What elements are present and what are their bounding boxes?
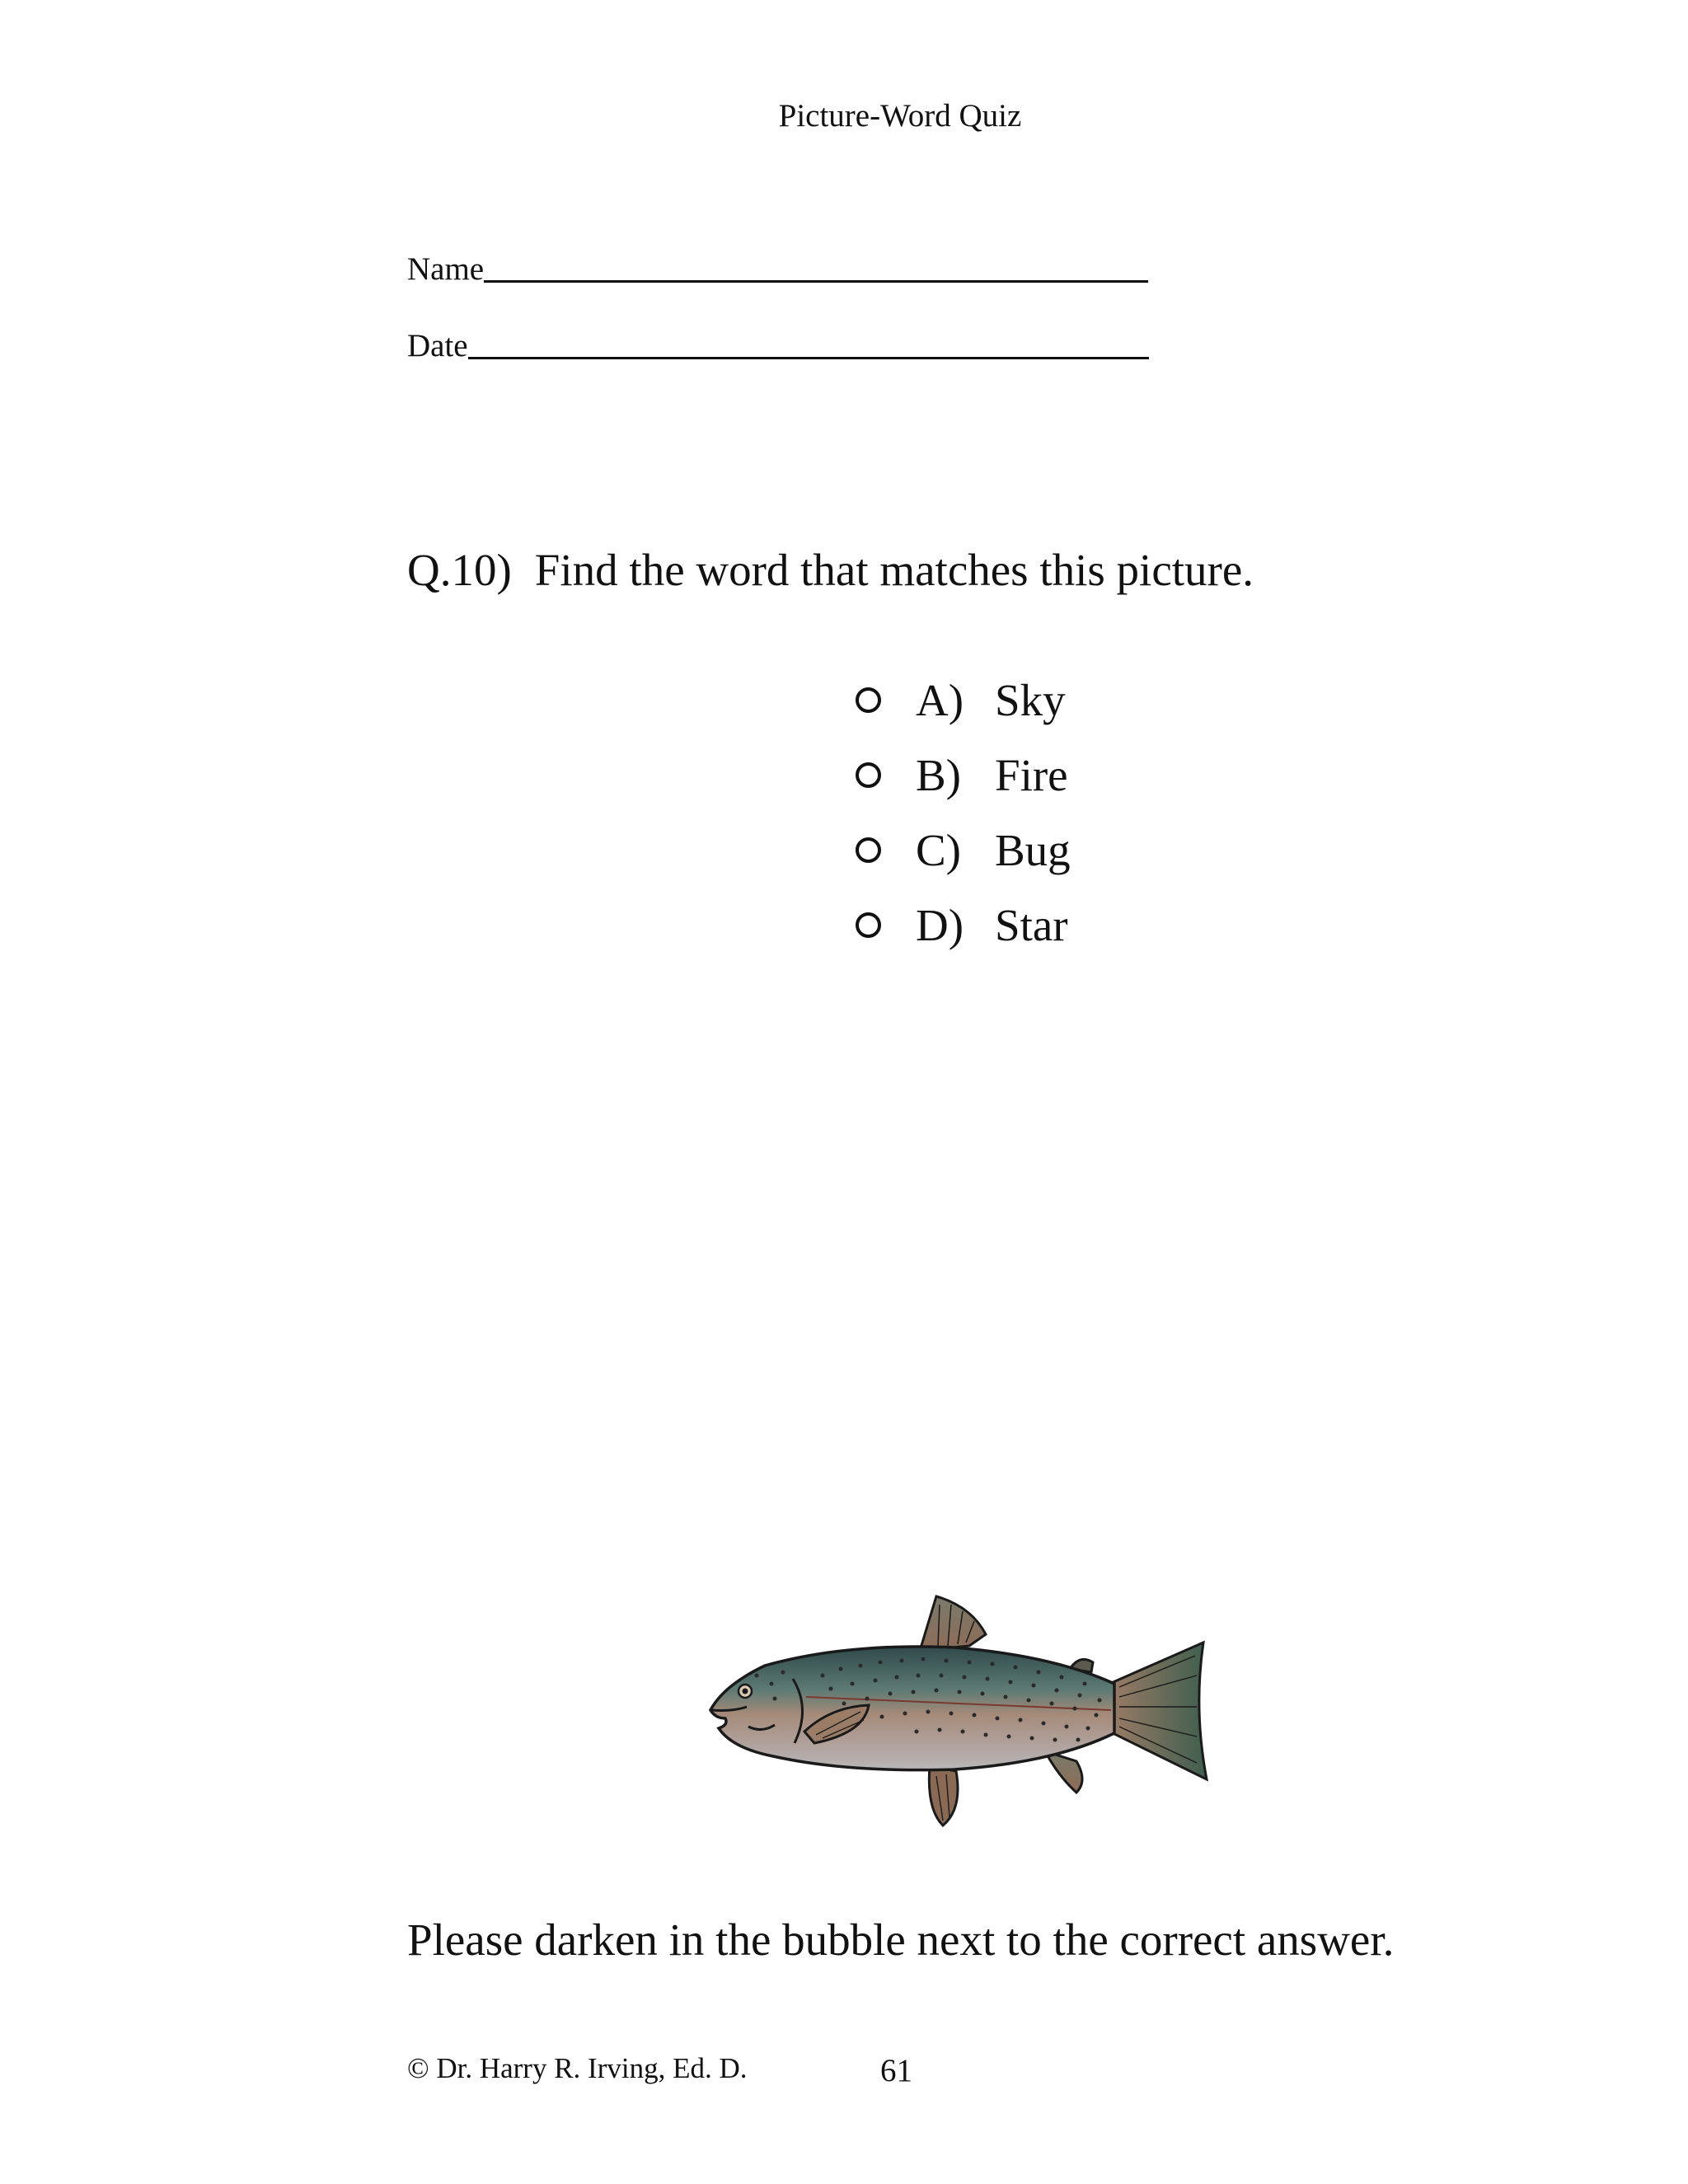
choice-a[interactable] bbox=[856, 663, 1071, 738]
name-label: Name bbox=[407, 251, 485, 287]
question bbox=[407, 544, 1254, 596]
choice-letter: A) bbox=[916, 675, 964, 725]
copyright-text: © Dr. Harry R. Irving, Ed. D. bbox=[407, 2052, 748, 2084]
choice-word: Bug bbox=[995, 825, 1071, 875]
answer-choices bbox=[856, 663, 1071, 963]
trout-fish-icon bbox=[707, 1586, 1210, 1834]
choice-letter: B) bbox=[916, 750, 961, 800]
page-title: Picture-Word Quiz bbox=[778, 98, 1022, 134]
choice-letter: C) bbox=[916, 825, 961, 875]
answer-bubble[interactable] bbox=[856, 762, 881, 788]
answer-bubble[interactable] bbox=[856, 687, 881, 713]
question-number: Q.10) bbox=[407, 545, 512, 595]
choice-c[interactable] bbox=[856, 813, 1071, 888]
choice-word: Fire bbox=[995, 750, 1068, 800]
name-input-line[interactable] bbox=[484, 254, 1148, 283]
answer-bubble[interactable] bbox=[856, 837, 881, 863]
choice-b[interactable] bbox=[856, 738, 1071, 813]
choice-word: Sky bbox=[995, 675, 1066, 725]
date-field[interactable] bbox=[407, 327, 1149, 364]
question-text: Find the word that matches this picture. bbox=[534, 545, 1254, 595]
date-label: Date bbox=[407, 328, 468, 363]
instruction-text: Please darken in the bubble next to the correct answer. bbox=[407, 1915, 1395, 1965]
name-field[interactable] bbox=[407, 251, 1148, 288]
choice-d[interactable] bbox=[856, 888, 1071, 963]
choice-word: Star bbox=[995, 900, 1068, 950]
choice-letter: D) bbox=[916, 900, 964, 950]
date-input-line[interactable] bbox=[468, 330, 1149, 359]
answer-bubble[interactable] bbox=[856, 912, 881, 938]
page-number: 61 bbox=[880, 2053, 912, 2088]
